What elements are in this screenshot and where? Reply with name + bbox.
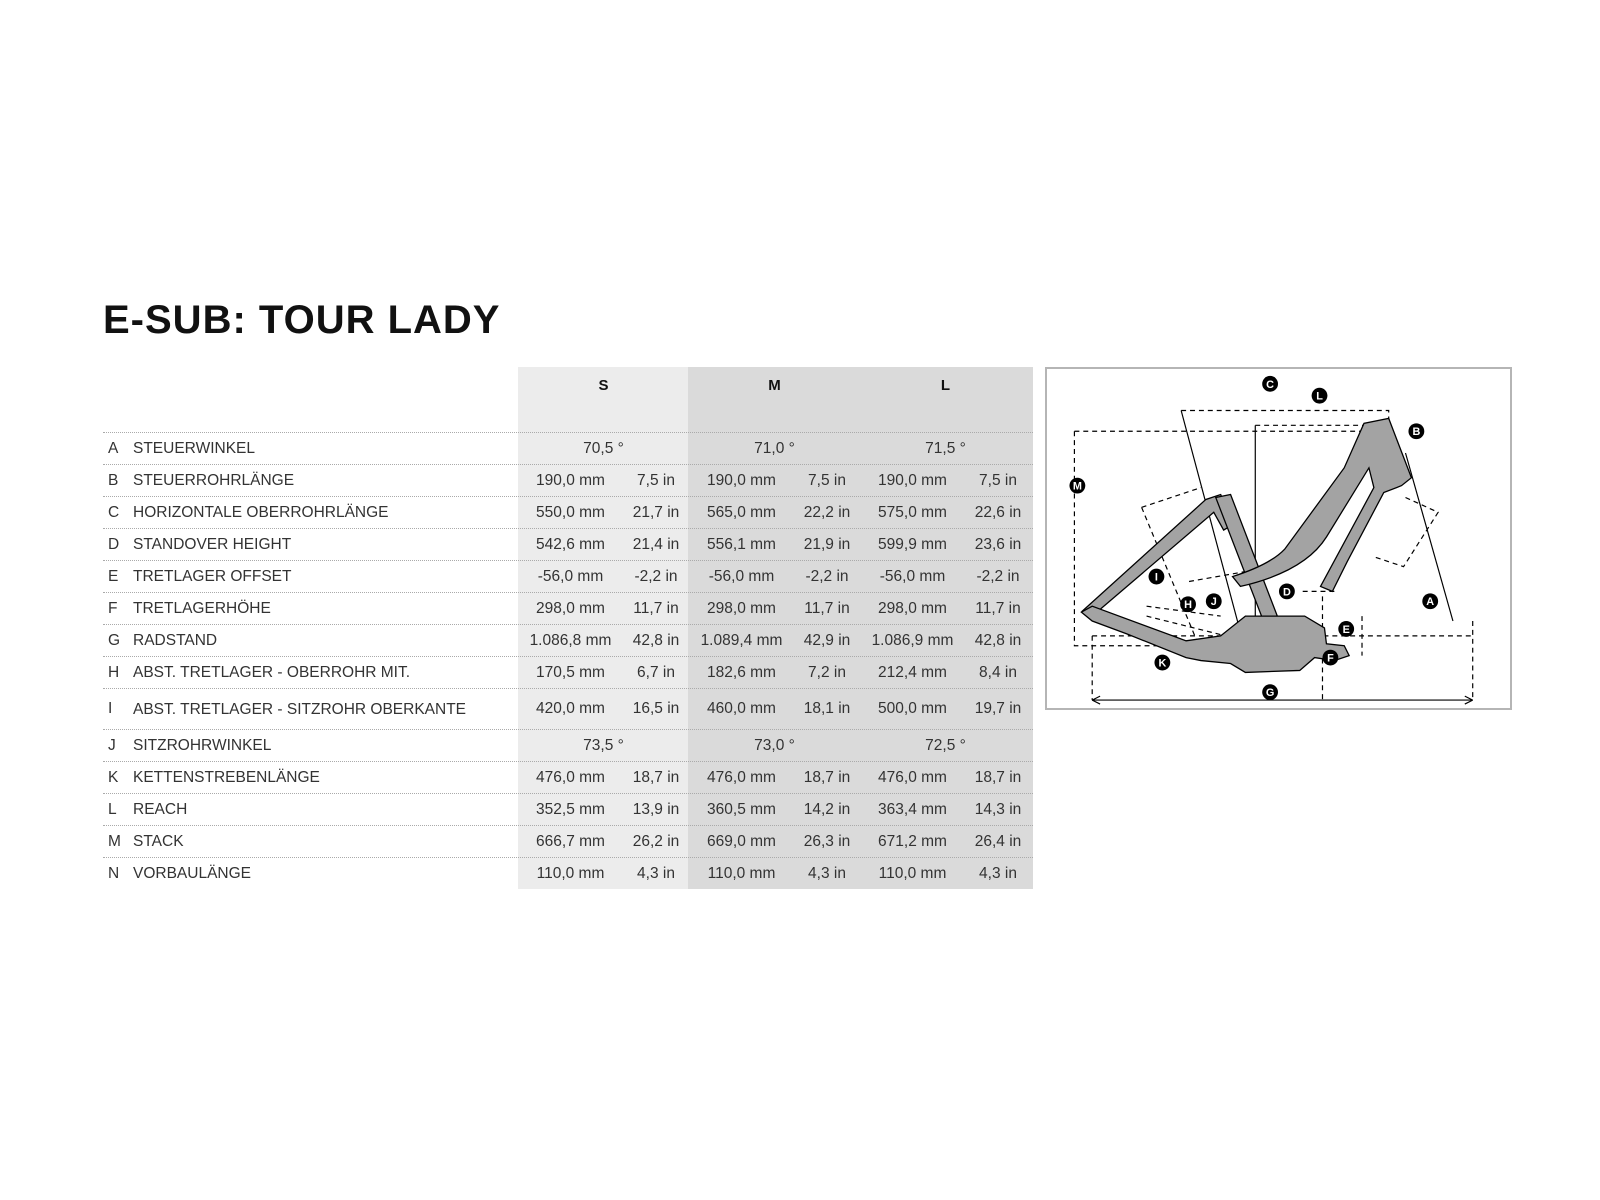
mm-value: 671,2 mm [878,832,947,850]
row-label: ABST. TRETLAGER - OBERROHR MIT. [133,664,411,681]
inch-value: 26,2 in [632,832,680,850]
value-cell [689,440,860,458]
value-cell [689,536,860,554]
mm-value: 190,0 mm [878,471,947,489]
svg-text:H: H [1184,599,1192,612]
mm-value: -56,0 mm [537,567,604,585]
mm-value: 476,0 mm [536,768,605,786]
mm-value: -56,0 mm [879,567,946,585]
mm-value: 190,0 mm [536,471,605,489]
mm-value: 500,0 mm [878,700,947,717]
value-cell [860,737,1031,755]
inch-value: 13,9 in [632,800,680,818]
mm-value: 460,0 mm [707,700,776,717]
angle-value: 71,0 ° [754,439,795,457]
row-label: RADSTAND [133,632,218,649]
table-header [103,367,1033,432]
value-cell [518,568,689,586]
svg-text:F: F [1327,652,1334,665]
mm-value: 298,0 mm [707,599,776,617]
angle-value: 72,5 ° [925,736,966,754]
mm-value: 212,4 mm [878,663,947,681]
inch-value: 8,4 in [979,663,1017,681]
mm-value: 298,0 mm [536,599,605,617]
inch-value: 26,3 in [803,832,851,850]
value-cell [518,801,689,819]
mm-value: 556,1 mm [707,535,776,553]
mm-value: 182,6 mm [707,663,776,681]
row-label: STEUERWINKEL [133,440,256,457]
table-row [103,688,1033,729]
inch-value: 11,7 in [633,599,679,617]
row-letter: N [108,864,120,882]
table-row [103,528,1033,560]
row-label: KETTENSTREBENLÄNGE [133,769,320,786]
value-cell [860,865,1031,883]
table-row [103,729,1033,761]
bike-frame-illustration [1047,369,1510,708]
value-cell [689,600,860,618]
value-cell [518,536,689,554]
inch-value: 11,7 in [975,599,1021,617]
row-label: TRETLAGERHÖHE [133,600,271,617]
mm-value: 190,0 mm [707,471,776,489]
value-cell [860,440,1031,458]
mm-value: 110,0 mm [878,864,947,882]
inch-value: 6,7 in [637,663,675,681]
row-label: HORIZONTALE OBERROHRLÄNGE [133,504,389,521]
row-label: STANDOVER HEIGHT [133,536,292,553]
mm-value: -56,0 mm [708,567,775,585]
value-cell [860,769,1031,787]
value-cell [860,536,1031,554]
table-row [103,560,1033,592]
svg-text:K: K [1158,657,1167,670]
value-cell [518,865,689,883]
inch-value: 19,7 in [974,700,1022,717]
value-cell [860,568,1031,586]
inch-value: 7,2 in [808,663,846,681]
mm-value: 360,5 mm [707,800,776,818]
size-header-s: S [598,377,609,394]
inch-value: -2,2 in [976,567,1020,585]
mm-value: 1.086,8 mm [529,631,612,649]
row-letter: D [108,535,120,553]
value-cell [518,700,689,718]
mm-value: 666,7 mm [536,832,605,850]
inch-value: 26,4 in [974,832,1022,850]
inch-value: 22,6 in [974,503,1022,521]
mm-value: 352,5 mm [536,800,605,818]
value-cell [689,833,860,851]
row-letter: F [108,599,118,617]
table-row [103,857,1033,889]
mm-value: 110,0 mm [536,864,605,882]
row-label: REACH [133,801,188,818]
row-letter: K [108,768,119,786]
mm-value: 1.086,9 mm [871,631,954,649]
inch-value: 14,2 in [803,800,851,818]
inch-value: 18,7 in [974,768,1022,786]
value-cell [860,700,1031,718]
size-header-m: M [768,377,781,394]
value-cell [518,440,689,458]
angle-value: 70,5 ° [583,439,624,457]
row-label: STACK [133,833,184,850]
value-cell [518,664,689,682]
mm-value: 550,0 mm [536,503,605,521]
value-cell [860,664,1031,682]
inch-value: 4,3 in [637,864,675,882]
inch-value: 18,1 in [803,700,851,717]
inch-value: 4,3 in [979,864,1017,882]
value-cell [689,632,860,650]
mm-value: 170,5 mm [536,663,605,681]
mm-value: 565,0 mm [707,503,776,521]
mm-value: 420,0 mm [536,700,605,717]
table-row [103,464,1033,496]
svg-text:M: M [1072,480,1082,493]
inch-value: -2,2 in [634,567,678,585]
mm-value: 476,0 mm [878,768,947,786]
svg-text:E: E [1342,623,1350,636]
inch-value: 22,2 in [803,503,851,521]
mm-value: 669,0 mm [707,832,776,850]
svg-text:L: L [1316,390,1323,403]
row-letter: C [108,503,120,521]
table-row [103,793,1033,825]
inch-value: 11,7 in [804,599,850,617]
mm-value: 110,0 mm [707,864,776,882]
value-cell [860,833,1031,851]
row-letter: G [108,631,121,649]
value-cell [518,472,689,490]
value-cell [518,632,689,650]
inch-value: 21,4 in [632,535,680,553]
row-letter: J [108,736,116,754]
mm-value: 599,9 mm [878,535,947,553]
row-label: SITZROHRWINKEL [133,737,272,754]
mm-value: 542,6 mm [536,535,605,553]
value-cell [860,472,1031,490]
mm-value: 298,0 mm [878,599,947,617]
value-cell [860,632,1031,650]
mm-value: 363,4 mm [878,800,947,818]
svg-text:G: G [1265,687,1275,700]
row-label: TRETLAGER OFFSET [133,568,292,585]
value-cell [860,801,1031,819]
value-cell [860,600,1031,618]
svg-text:D: D [1282,586,1291,599]
row-letter: L [108,800,117,818]
inch-value: 42,8 in [632,631,680,649]
row-letter: B [108,471,119,489]
frame-geometry-diagram [1045,367,1512,710]
row-letter: H [108,663,120,681]
table-row [103,761,1033,793]
angle-value: 73,5 ° [583,736,624,754]
mm-value: 575,0 mm [878,503,947,521]
table-row [103,624,1033,656]
value-cell [518,833,689,851]
value-cell [689,700,860,718]
inch-value: 18,7 in [632,768,680,786]
table-row [103,656,1033,688]
table-row [103,432,1033,464]
table-row [103,496,1033,528]
inch-value: 4,3 in [808,864,846,882]
value-cell [689,664,860,682]
inch-value: 21,9 in [803,535,851,553]
inch-value: 7,5 in [979,471,1017,489]
row-letter: M [108,832,121,850]
mm-value: 476,0 mm [707,768,776,786]
row-label: ABST. TRETLAGER - SITZROHR OBERKANTE [133,700,467,718]
value-cell [689,801,860,819]
table-row [103,592,1033,624]
value-cell [689,472,860,490]
inch-value: 42,9 in [803,631,851,649]
value-cell [518,737,689,755]
inch-value: 16,5 in [632,700,680,717]
svg-text:J: J [1210,596,1217,609]
value-cell [518,769,689,787]
inch-value: 7,5 in [637,471,675,489]
svg-text:A: A [1426,596,1435,609]
value-cell [518,504,689,522]
value-cell [689,769,860,787]
angle-value: 73,0 ° [754,736,795,754]
value-cell [689,865,860,883]
row-letter: I [108,700,113,717]
inch-value: 23,6 in [974,535,1022,553]
row-letter: A [108,439,119,457]
row-letter: E [108,567,119,585]
value-cell [860,504,1031,522]
row-label: STEUERROHRLÄNGE [133,472,295,489]
value-cell [689,568,860,586]
inch-value: 18,7 in [803,768,851,786]
svg-text:B: B [1412,426,1421,439]
angle-value: 71,5 ° [925,439,966,457]
size-header-l: L [940,377,951,394]
inch-value: -2,2 in [805,567,849,585]
table-row [103,825,1033,857]
inch-value: 21,7 in [632,503,680,521]
svg-text:C: C [1266,378,1275,391]
svg-text:I: I [1154,571,1158,584]
inch-value: 7,5 in [808,471,846,489]
inch-value: 42,8 in [974,631,1022,649]
value-cell [518,600,689,618]
value-cell [689,504,860,522]
value-cell [689,737,860,755]
page-title: E-SUB: TOUR LADY [103,298,501,342]
row-label: VORBAULÄNGE [133,865,252,882]
geometry-table [103,367,1033,889]
inch-value: 14,3 in [974,800,1022,818]
mm-value: 1.089,4 mm [700,631,783,649]
